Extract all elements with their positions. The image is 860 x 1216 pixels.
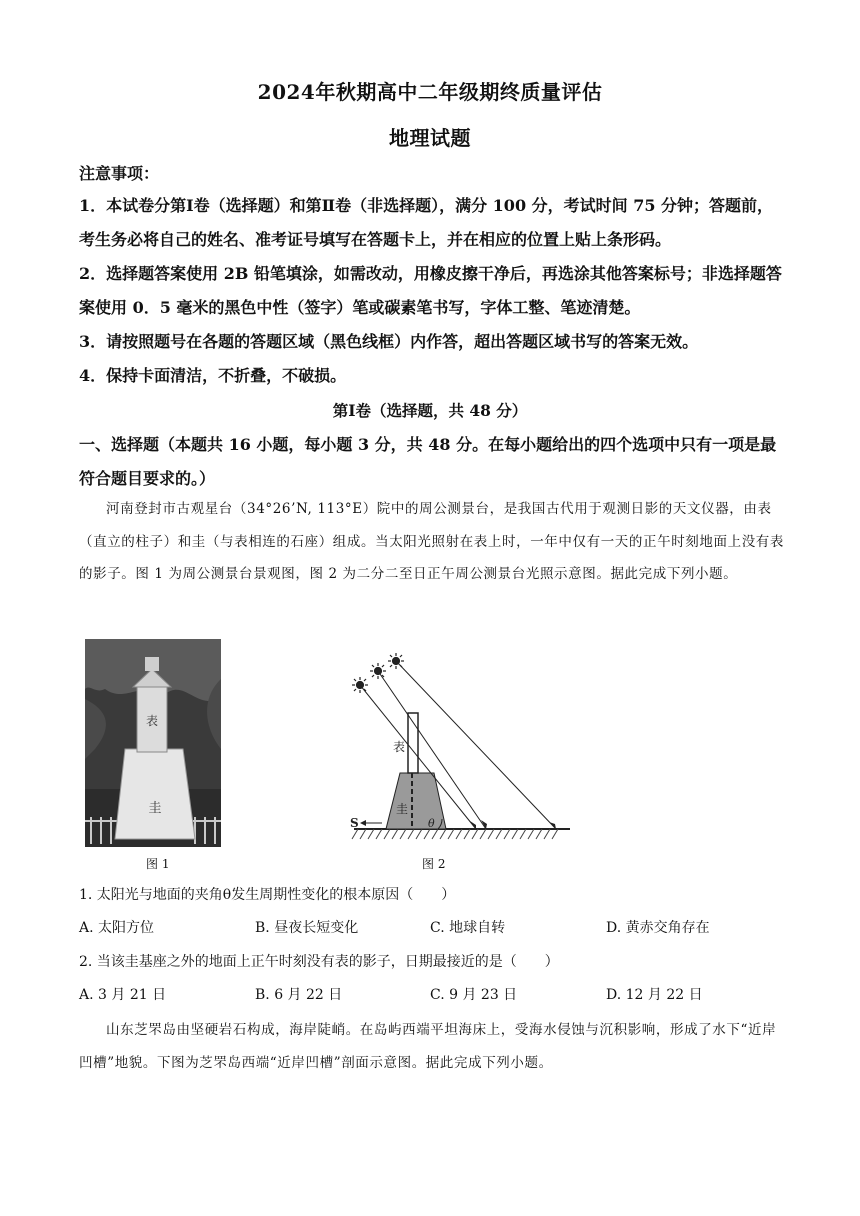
figure-1-photo	[85, 639, 221, 847]
part-heading: 一、选择题（本题共 16 小题，每小题 3 分，共 48 分。在每小题给出的四个选项中只有一项是最符合题目要求的。）	[79, 435, 777, 488]
notes-heading: 注意事项：	[79, 164, 160, 183]
exam-subtitle: 地理试题	[389, 126, 471, 150]
exam-title: 2024年秋期高中二年级期终质量评估	[257, 80, 603, 104]
passage-1: 河南登封市古观星台（34°26’N, 113°E）院中的周公测景台，是我国古代用于观测日影的天文仪器，由表（直立的柱子）和圭（与表相连的石座）组成。当太阳光照射在表上时，一年中仅有一天的正午时刻地面上没有表的影子。图 1 为周公测景台景观图，图 2 为二分二至日正午周公测景台光照示意图。据此完成下列小题。	[79, 501, 784, 582]
question-1-option-d[interactable]: D. 黄赤交角存在	[606, 920, 710, 936]
figure-2-pillar-label: 表	[393, 740, 406, 754]
question-2-option-d[interactable]: D. 12 月 22 日	[606, 987, 703, 1003]
question-1-option-b[interactable]: B. 昼夜长短变化	[255, 920, 359, 936]
question-1-stem: 1. 太阳光与地面的夹角θ发生周期性变化的根本原因（ ）	[79, 887, 456, 903]
figure-2-direction-label: S	[350, 816, 359, 830]
note-item: 4．保持卡面清洁，不折叠，不破损。	[79, 366, 347, 385]
figure-2-diagram	[330, 645, 570, 847]
question-2-option-b[interactable]: B. 6 月 22 日	[255, 987, 343, 1003]
question-2-stem: 2. 当该圭基座之外的地面上正午时刻没有表的影子，日期最接近的是（ ）	[79, 954, 559, 970]
notes-list	[79, 189, 784, 393]
section-heading: 第Ⅰ卷（选择题，共 48 分）	[332, 401, 528, 420]
note-item: 2．选择题答案使用 2B 铅笔填涂，如需改动，用橡皮擦干净后，再选涂其他答案标号；非选择题答案使用 0．5 毫米的黑色中性（签字）笔或碳素笔书写，字体工整、笔迹清楚。	[79, 264, 782, 317]
figure-2-angle-label: θ	[428, 817, 435, 830]
note-item: 1．本试卷分第Ⅰ卷（选择题）和第Ⅱ卷（非选择题），满分 100 分，考试时间 75 分钟；答题前，考生务必将自己的姓名、准考证号填写在答题卡上，并在相应的位置上贴上条形码。	[79, 196, 774, 249]
note-item: 3．请按照题号在各题的答题区域（黑色线框）内作答，超出答题区域书写的答案无效。	[79, 332, 699, 351]
figure-1-label-bottom: 圭	[148, 801, 162, 816]
figure-2-base-label: 圭	[396, 802, 409, 816]
figure-2-caption: 图 2	[422, 857, 446, 871]
question-2-option-a[interactable]: A. 3 月 21 日	[79, 987, 167, 1003]
question-2-option-c[interactable]: C. 9 月 23 日	[430, 987, 518, 1003]
figure-1-caption: 图 1	[146, 857, 170, 871]
question-1-option-a[interactable]: A. 太阳方位	[79, 920, 155, 936]
question-1-option-c[interactable]: C. 地球自转	[430, 920, 506, 936]
passage-2: 山东芝罘岛由坚硬岩石构成，海岸陡峭。在岛屿西端平坦海床上，受海水侵蚀与沉积影响，形成了水下“近岸凹槽”地貌。下图为芝罘岛西端“近岸凹槽”剖面示意图。据此完成下列小题。	[79, 1022, 777, 1071]
figure-1-label-top: 表	[145, 714, 159, 728]
